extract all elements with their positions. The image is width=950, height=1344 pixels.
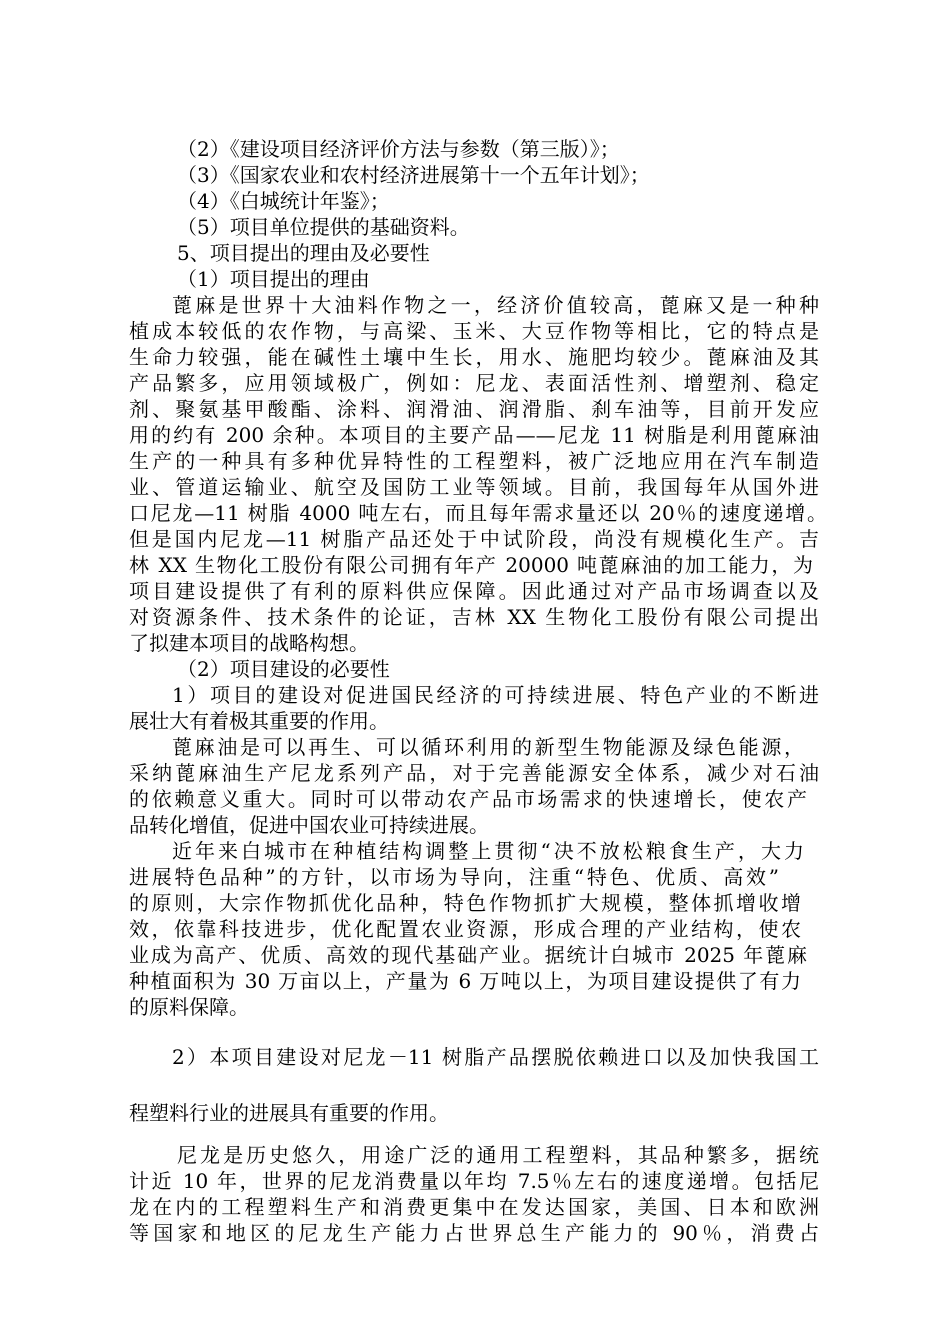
ref-item-2: （2）《建设项目经济评价方法与参数（第三版）》； [177, 137, 620, 161]
paragraph-line: 用的约有 200 余种。本项目的主要产品——尼龙 11 树脂是利用蓖麻油 [129, 423, 819, 447]
paragraph-line: 生产的一种具有多种优异特性的工程塑料，被广泛地应用在汽车制造 [129, 449, 819, 473]
paragraph-line: 效，依靠科技进步，优化配置农业资源，形成合理的产业结构，使农 [129, 917, 801, 941]
paragraph-line: 口尼龙—11 树脂 4000 吨左右，而且每年需求量还以 20％的速度递增。 [129, 501, 827, 525]
ref-item-3: （3）《国家农业和农村经济进展第十一个五年计划》； [177, 163, 650, 187]
paragraph-line: 2）本项目建设对尼龙－11 树脂产品摆脱依赖进口以及加快我国工 [172, 1045, 819, 1069]
paragraph-line: 展壮大有着极其重要的作用。 [129, 709, 389, 733]
ref-item-5: （5）项目单位提供的基础资料。 [177, 215, 470, 239]
section-heading-5: 5、项目提出的理由及必要性 [177, 241, 430, 265]
paragraph-line: 林 XX 生物化工股份有限公司拥有年产 20000 吨蓖麻油的加工能力，为 [129, 553, 813, 577]
paragraph-line: 项目建设提供了有利的原料供应保障。因此通过对产品市场调查以及 [129, 579, 819, 603]
paragraph-line: 尼龙是历史悠久，用途广泛的通用工程塑料，其品种繁多，据统 [177, 1143, 819, 1167]
paragraph-line: 计近 10 年，世界的尼龙消费量以年均 7.5％左右的速度递增。包括尼 [129, 1169, 819, 1193]
paragraph-line: 品转化增值，促进中国农业可持续进展。 [129, 813, 489, 837]
paragraph-line: 采纳蓖麻油生产尼龙系列产品，对于完善能源安全体系，减少对石油 [129, 761, 819, 785]
subsection-heading-2: （2）项目建设的必要性 [177, 657, 390, 681]
ref-item-4: （4）《白城统计年鉴》； [177, 189, 390, 213]
paragraph-line: 蓖麻油是可以再生、可以循环利用的新型生物能源及绿色能源， [172, 735, 804, 759]
paragraph-line: 1）项目的建设对促进国民经济的可持续进展、特色产业的不断进 [172, 683, 819, 707]
paragraph-line: 种植面积为 30 万亩以上，产量为 6 万吨以上，为项目建设提供了有力 [129, 969, 801, 993]
paragraph-line: 植成本较低的农作物，与高梁、玉米、大豆作物等相比，它的特点是 [129, 319, 819, 343]
paragraph-line: 业成为高产、优质、高效的现代基础产业。据统计白城市 2025 年蓖麻 [129, 943, 807, 967]
paragraph-line: 剂、聚氨基甲酸酯、涂料、润滑油、润滑脂、刹车油等，目前开发应 [129, 397, 819, 421]
paragraph-line: 近年来白城市在种植结构调整上贯彻“决不放松粮食生产，大力 [172, 839, 804, 863]
paragraph-line: 进展特色品种”的方针，以市场为导向，注重“特色、优质、高效” [129, 865, 779, 889]
paragraph-line: 业、管道运输业、航空及国防工业等领域。目前，我国每年从国外进 [129, 475, 819, 499]
paragraph-line: 了拟建本项目的战略构想。 [129, 631, 369, 655]
paragraph-line: 程塑料行业的进展具有重要的作用。 [129, 1101, 449, 1125]
paragraph-line: 生命力较强，能在碱性土壤中生长，用水、施肥均较少。蓖麻油及其 [129, 345, 819, 369]
paragraph-line: 但是国内尼龙—11 树脂产品还处于中试阶段，尚没有规模化生产。吉 [129, 527, 819, 551]
paragraph-line: 的原料保障。 [129, 995, 249, 1019]
paragraph-line: 等国家和地区的尼龙生产能力占世界总生产能力的 90％，消费占 [129, 1221, 819, 1245]
paragraph-line: 产品繁多，应用领域极广，例如：尼龙、表面活性剂、增塑剂、稳定 [129, 371, 819, 395]
subsection-heading-1: （1）项目提出的理由 [177, 267, 370, 291]
paragraph-line: 对资源条件、技术条件的论证，吉林 XX 生物化工股份有限公司提出 [129, 605, 819, 629]
paragraph-line: 龙在内的工程塑料生产和消费更集中在发达国家，美国、日本和欧洲 [129, 1195, 819, 1219]
paragraph-line: 的原则，大宗作物抓优化品种，特色作物抓扩大规模，整体抓增收增 [129, 891, 801, 915]
paragraph-line: 的依赖意义重大。同时可以带动农产品市场需求的快速增长，使农产 [129, 787, 807, 811]
paragraph-line: 蓖麻是世界十大油料作物之一，经济价值较高，蓖麻又是一种种 [172, 293, 819, 317]
